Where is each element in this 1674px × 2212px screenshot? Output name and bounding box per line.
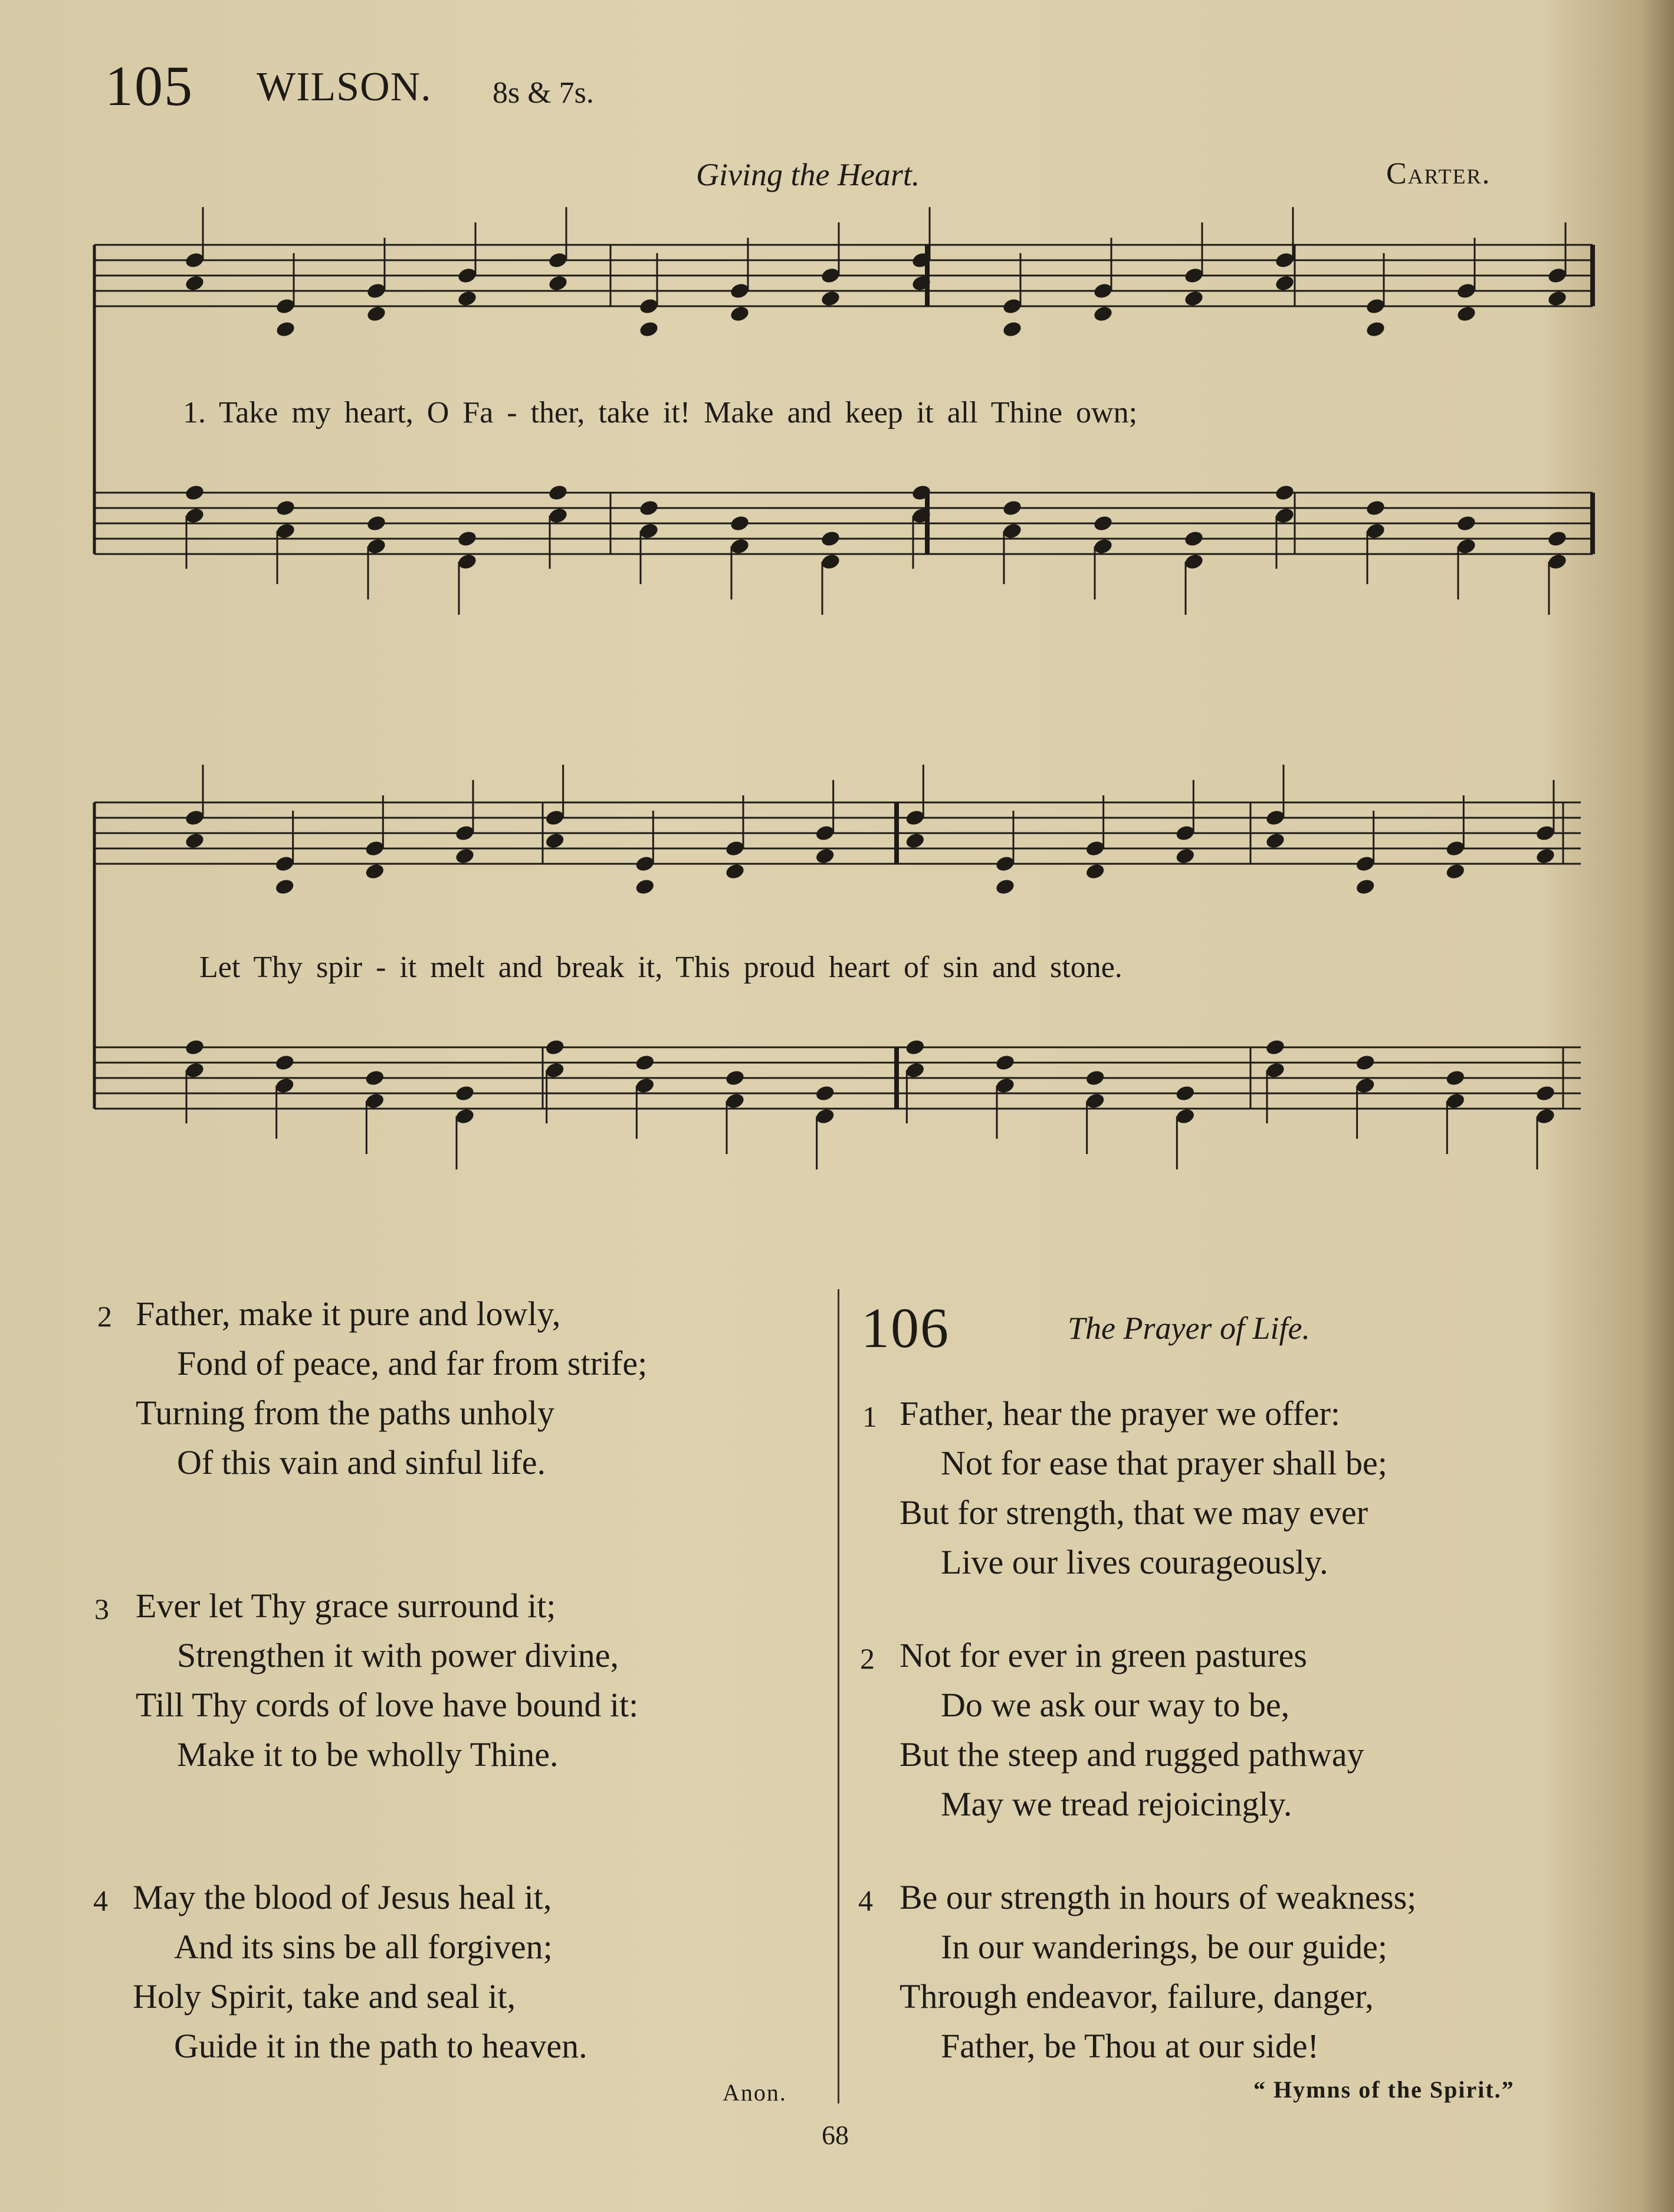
verse-number: 1 bbox=[862, 1400, 877, 1433]
verse-line: Not for ease that prayer shall be; bbox=[941, 1444, 1387, 1482]
verse-line: Father, make it pure and lowly, bbox=[136, 1295, 561, 1333]
verse-line: Do we ask our way to be, bbox=[941, 1686, 1290, 1724]
verse-line: Live our lives courageously. bbox=[941, 1543, 1328, 1581]
verse-number: 2 bbox=[97, 1300, 112, 1333]
column-divider bbox=[838, 1289, 839, 2103]
verse-line: Fond of peace, and far from strife; bbox=[177, 1344, 648, 1382]
verse-line: Through endeavor, failure, danger, bbox=[900, 1977, 1374, 2016]
verse-line: Turning from the paths unholy bbox=[136, 1394, 554, 1432]
verse-line: And its sins be all forgiven; bbox=[174, 1928, 553, 1966]
verse-number: 3 bbox=[94, 1592, 109, 1626]
verse-line: Guide it in the path to heaven. bbox=[174, 2027, 587, 2065]
verse-number: 4 bbox=[93, 1884, 108, 1917]
verse-line: Ever let Thy grace surround it; bbox=[136, 1587, 556, 1625]
verse-line: Till Thy cords of love have bound it: bbox=[136, 1686, 639, 1724]
verse-105-2 bbox=[136, 1289, 647, 1487]
meter: 8s & 7s. bbox=[493, 76, 594, 110]
verse-number: 4 bbox=[858, 1884, 873, 1917]
hymn-number-105: 105 bbox=[105, 54, 193, 117]
verse-line: Holy Spirit, take and seal it, bbox=[133, 1977, 516, 2016]
verse-106-4 bbox=[900, 1873, 1416, 2071]
verse-line: But the steep and rugged pathway bbox=[900, 1735, 1364, 1774]
verse-line: But for strength, that we may ever bbox=[900, 1493, 1368, 1532]
tune-name: WILSON. bbox=[257, 64, 432, 110]
attribution-106: “ Hymns of the Spirit.” bbox=[1253, 2076, 1515, 2103]
verse-number: 2 bbox=[860, 1642, 875, 1675]
verse-105-3 bbox=[136, 1581, 638, 1780]
hymn-number-106: 106 bbox=[861, 1296, 950, 1359]
verse-line: Not for ever in green pastures bbox=[900, 1636, 1307, 1674]
hymn-title: Giving the Heart. bbox=[696, 157, 920, 192]
verse-line: May the blood of Jesus heal it, bbox=[133, 1878, 552, 1916]
page-number: 68 bbox=[822, 2120, 849, 2150]
lyric-line-2: Let Thy spir - it melt and break it, This proud heart of sin and stone. bbox=[199, 951, 1122, 984]
verse-line: Father, hear the prayer we offer: bbox=[900, 1394, 1341, 1433]
lyric-line-1: 1. Take my heart, O Fa - ther, take it! Make and keep it all Thine own; bbox=[183, 396, 1138, 430]
verse-line: Make it to be wholly Thine. bbox=[177, 1735, 559, 1774]
verse-line: May we tread rejoicingly. bbox=[941, 1785, 1292, 1823]
verse-105-4 bbox=[133, 1873, 587, 2071]
composer: Carter. bbox=[1386, 157, 1491, 191]
verse-line: Of this vain and sinful life. bbox=[177, 1443, 546, 1482]
verse-106-2 bbox=[900, 1631, 1364, 1829]
verse-line: Be our strength in hours of weakness; bbox=[900, 1878, 1417, 1916]
hymn-106-title: The Prayer of Life. bbox=[1068, 1310, 1310, 1346]
verse-line: Strengthen it with power divine, bbox=[177, 1636, 619, 1674]
verse-line: In our wanderings, be our guide; bbox=[941, 1928, 1388, 1966]
verse-106-1 bbox=[900, 1389, 1387, 1587]
verse-line: Father, be Thou at our side! bbox=[941, 2027, 1319, 2065]
attribution-105: Anon. bbox=[723, 2079, 787, 2106]
